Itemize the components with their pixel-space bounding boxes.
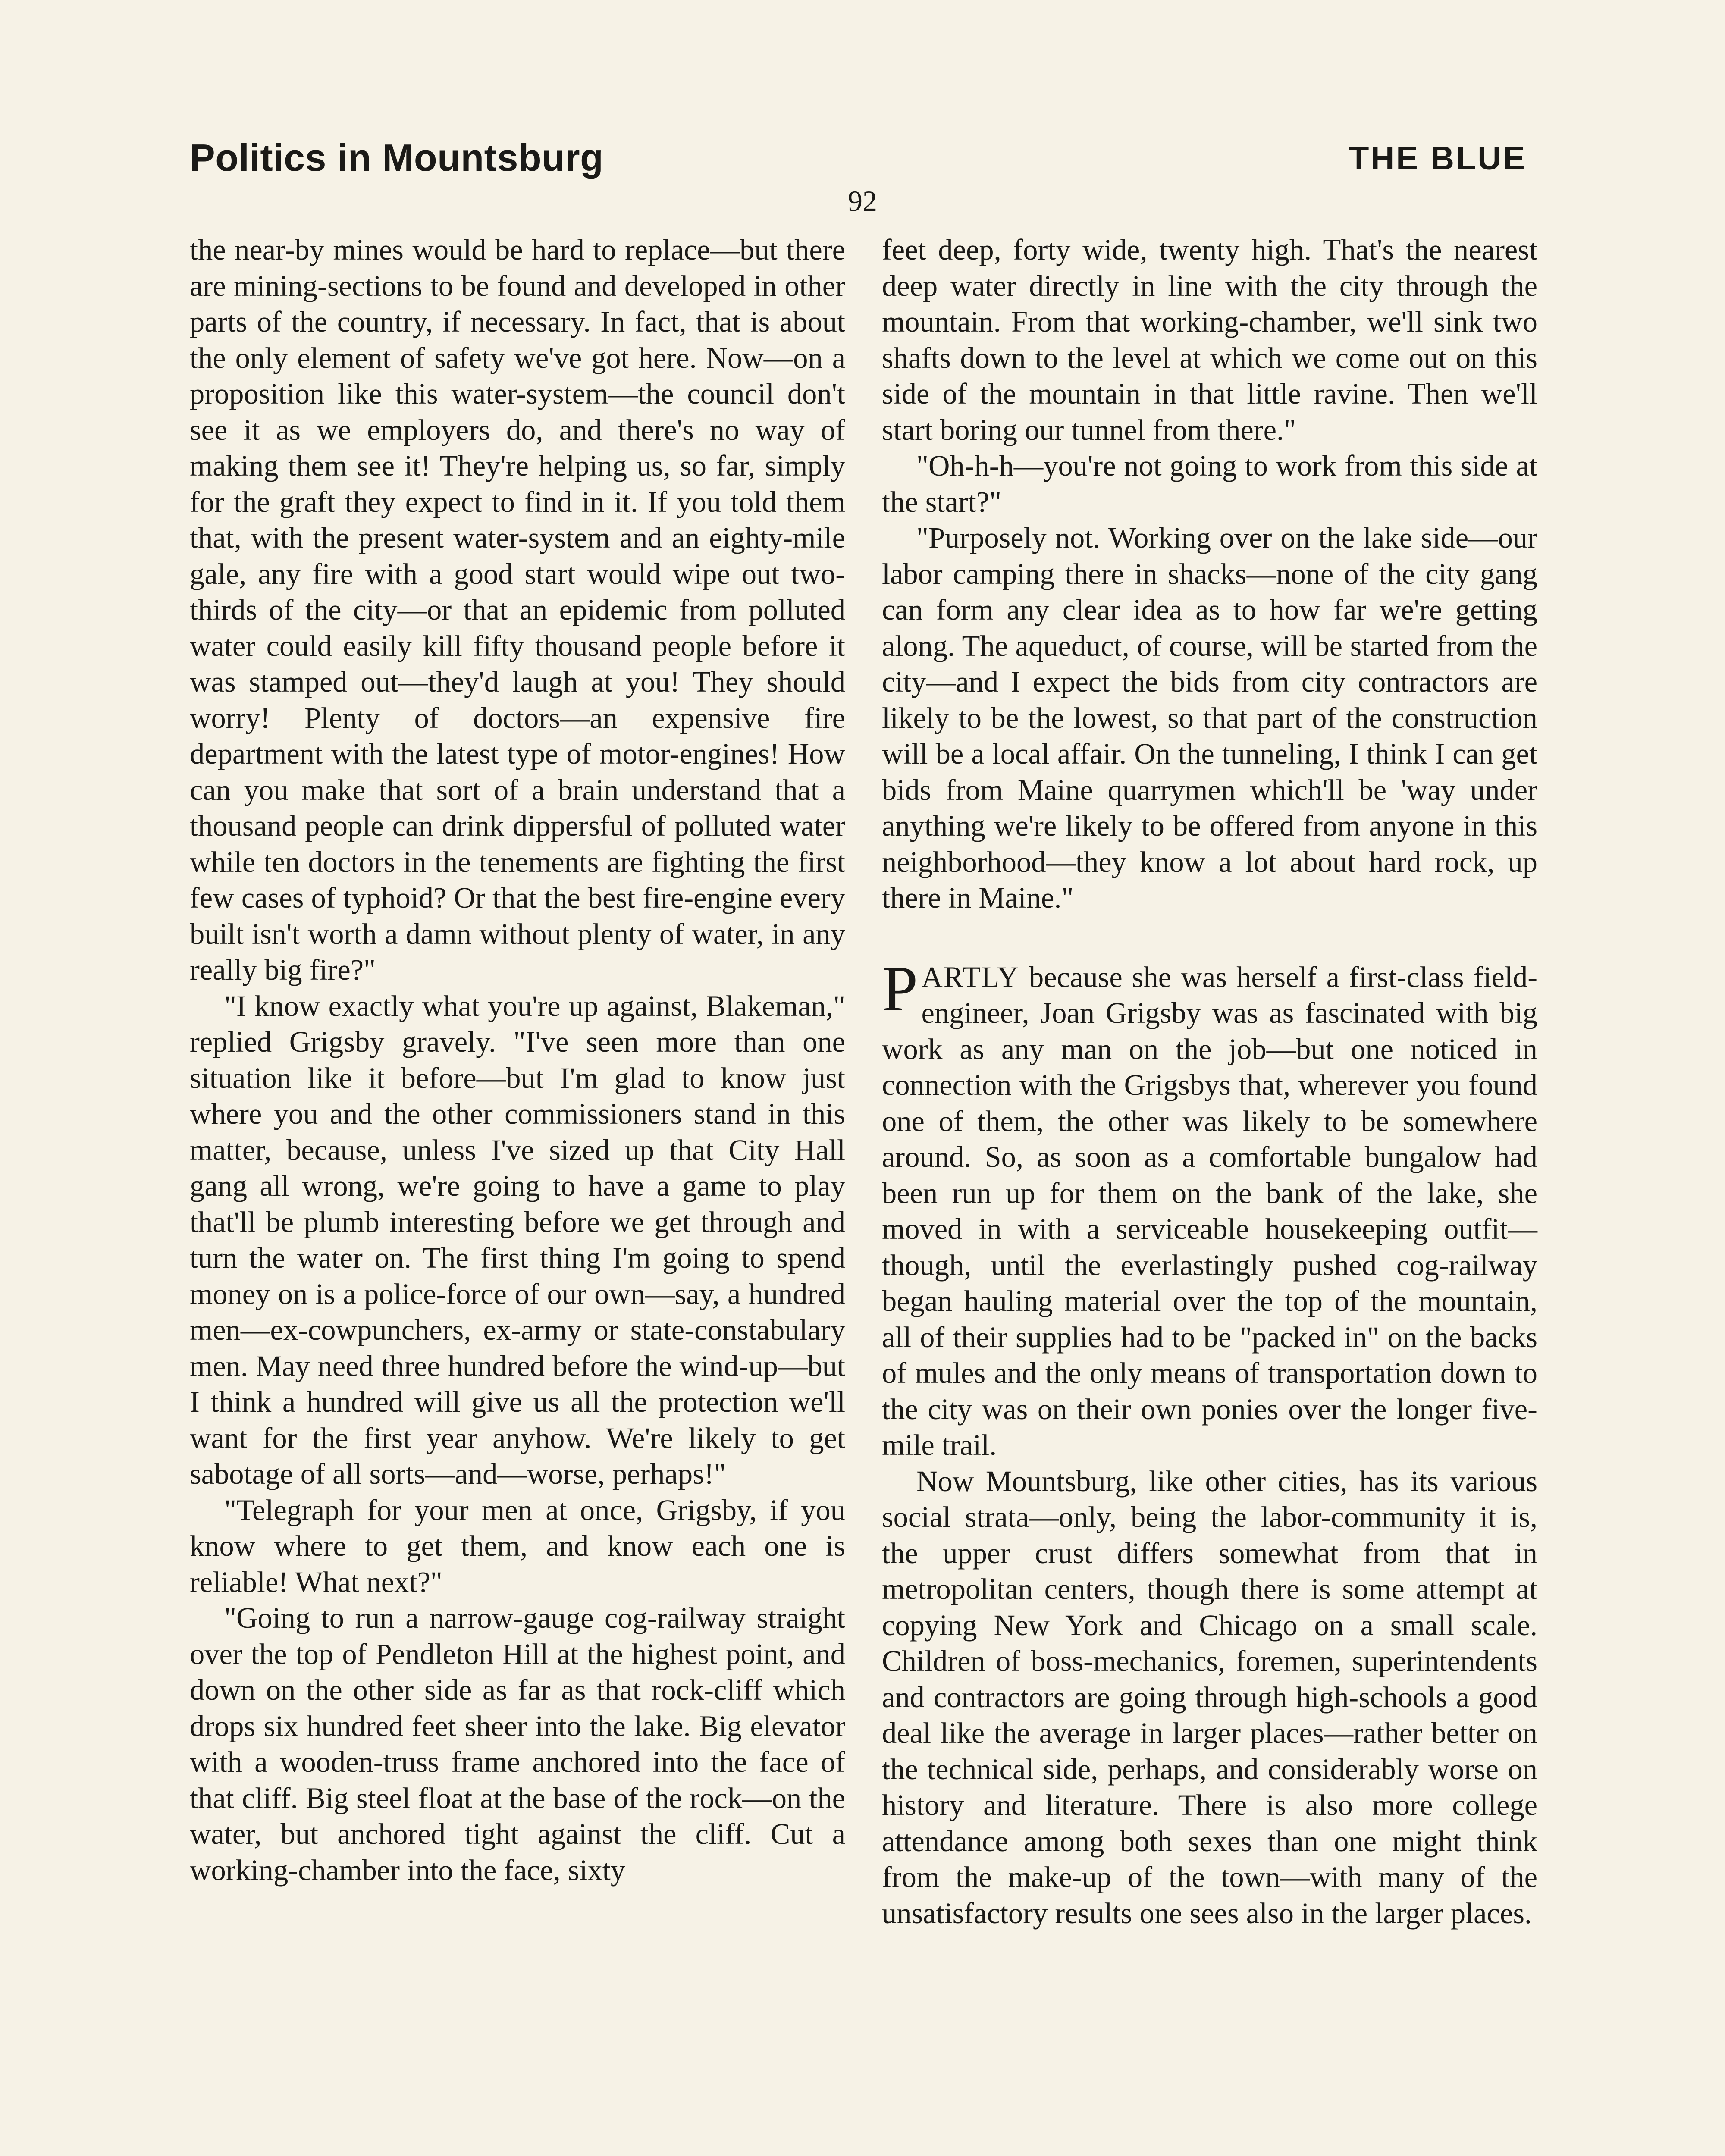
left-column <box>190 232 845 1888</box>
running-title: Politics in Mountsburg <box>190 136 604 179</box>
paragraph: feet deep, forty wide, twenty high. That's the nearest deep water directly in line with the city through the mountain. From that working-chamber, we'll sink two shafts down to the level at which we come out on this side of the mountain in that little ravine. Then we'll start boring our tunnel from there." <box>882 233 1537 446</box>
paragraph-text: because she was herself a first-class field-engineer, Joan Grigsby was as fascinated with big work as any man on the job—but one noticed in connection with the Grigsbys that, wherever you found one of them, the other was likely to be somewhere around. So, as soon as a comfortable bungalow had been run up for them on the bank of the lake, she moved in with a serviceable housekeeping outfit—though, until the everlastingly pushed cog-railway began hauling material over the top of the mountain, all of their supplies had to be "packed in" on the backs of mules and the only means of transportation down to the city was on their own ponies over the longer five-mile trail. <box>882 960 1537 1461</box>
paragraph: "Purposely not. Working over on the lake side—our labor camping there in shacks—none of the city gang can form any clear idea as to how far we're getting along. The aqueduct, of course, will be started from the city—and I expect the bids from city contractors are likely to be the lowest, so that part of the construction will be a local affair. On the tunneling, I think I can get bids from Maine quarrymen which'll be 'way under anything we're likely to be offered from anyone in this neighborhood—they know a lot about hard rock, up there in Maine." <box>882 521 1537 914</box>
lead-in-word: ARTLY <box>921 960 1019 993</box>
section-opening-paragraph <box>882 953 1537 1463</box>
paragraph: Now Mountsburg, like other cities, has its various social strata—only, being the labor-community it is, the upper crust differs somewhat from that in metropolitan centers, though there is some attempt at copying New York and Chicago on a small scale. Children of boss-mechanics, foremen, superintendents and contractors are going through high-schools a good deal like the average in larger places—rather better on the technical side, perhaps, and considerably worse on history and literature. There is also more college attendance among both sexes than one might think from the make-up of the town—with many of the unsatisfactory results one sees also in the larger places. <box>882 1464 1537 1930</box>
paragraph: "Oh-h-h—you're not going to work from this side at the start?" <box>882 449 1537 518</box>
paragraph: "Going to run a narrow-gauge cog-railway straight over the top of Pendleton Hill at the highest point, and down on the other side as far as that rock-cliff which drops six hundred feet sheer into the lake. Big elevator with a wooden-truss frame anchored into the face of that cliff. Big steel float at the base of the rock—on the water, but anchored tight against the cliff. Cut a working-chamber into the face, sixty <box>190 1601 845 1887</box>
paragraph: the near-by mines would be hard to replace—but there are mining-sections to be found and developed in other parts of the country, if necessary. In fact, that is about the only element of safety we've got here. Now—on a proposition like this water-system—the council don't see it as we employers do, and there's no way of making them see it! They're helping us, so far, simply for the graft they expect to find in it. If you told them that, with the present water-system and an eighty-mile gale, any fire with a good start would wipe out two-thirds of the city—or that an epidemic from polluted water could easily kill fifty thousand people before it was stamped out—they'd laugh at you! They should worry! Plenty of doctors—an expensive fire department with the latest type of motor-engines! How can you make that sort of a brain understand that a thousand people can drink dippersful of polluted water while ten doctors in the tenements are fighting the first few cases of typhoid? Or that the best fire-engine every built isn't worth a damn without plenty of water, in any really big fire?" <box>190 233 845 986</box>
section-break <box>882 916 1537 959</box>
page-number: 92 <box>848 185 877 217</box>
right-column <box>882 232 1537 1931</box>
paragraph: "Telegraph for your men at once, Grigsby, if you know where to get them, and know each one is reliable! What next?" <box>190 1493 845 1598</box>
drop-cap: P <box>882 953 918 1025</box>
paragraph: "I know exactly what you're up against, Blakeman," replied Grigsby gravely. "I've seen more than one situation like it before—but I'm glad to know just where you and the other commissioners stand in this matter, because, unless I've sized up that City Hall gang all wrong, we're going to have a game to play that'll be plumb interesting before we get through and turn the water on. The first thing I'm going to spend money on is a police-force of our own—say, a hundred men—ex-cowpunchers, ex-army or state-constabulary men. May need three hundred before the wind-up—but I think a hundred will give us all the protection we'll want for the first year anyhow. We're likely to get sabotage of all sorts—and—worse, perhaps!" <box>190 989 845 1490</box>
magazine-name: THE BLUE <box>1349 140 1527 177</box>
